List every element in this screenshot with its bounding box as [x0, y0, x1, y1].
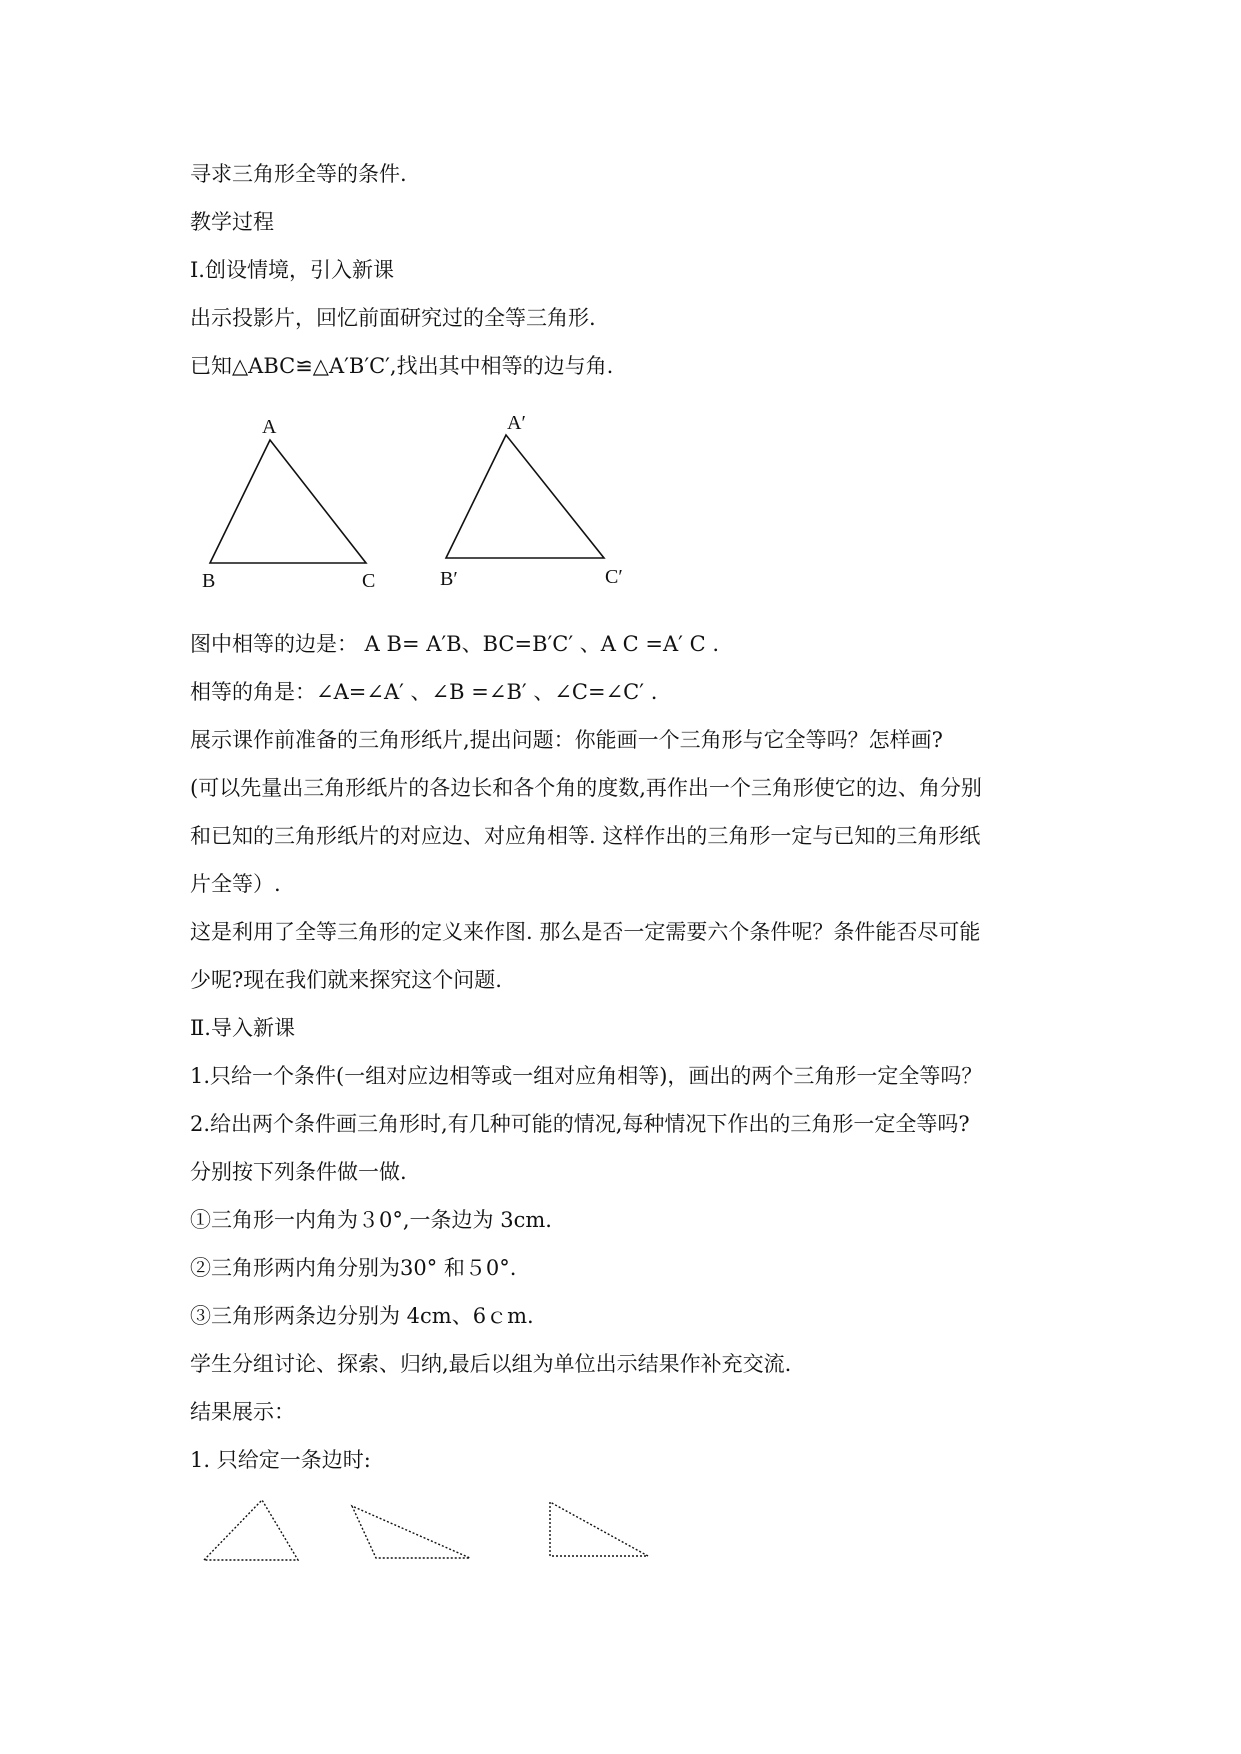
text-line-11: 片全等）. [190, 872, 281, 896]
text-line-16: 2.给出两个条件画三角形时,有几种可能的情况,每种情况下作出的三角形一定全等吗? [190, 1112, 970, 1136]
text-line-12: 这是利用了全等三角形的定义来作图. 那么是否一定需要六个条件呢？条件能否尽可能 [190, 920, 981, 944]
label-c: C [362, 570, 376, 592]
text-line-18: ①三角形一内角为３0°,一条边为 3cm. [190, 1208, 552, 1232]
label-c-prime: C′ [605, 566, 623, 588]
triangle-a-prime-b-prime-c-prime [446, 435, 604, 558]
text-line-7: 相等的角是：∠A=∠A′ 、∠B =∠B′ 、∠C=∠C′ . [190, 680, 658, 704]
section-heading-2: Ⅱ.导入新课 [190, 1016, 295, 1040]
text-line-10: 和已知的三角形纸片的对应边、对应角相等. 这样作出的三角形一定与已知的三角形纸 [190, 824, 981, 848]
label-b: B [202, 570, 216, 592]
text-line-1: 寻求三角形全等的条件. [190, 162, 407, 186]
text-line-22: 结果展示： [190, 1400, 295, 1424]
text-line-20: ③三角形两条边分别为 4cm、6ｃm. [190, 1304, 534, 1328]
label-b-prime: B′ [440, 568, 458, 590]
one-side-triangles-figure [190, 1490, 670, 1570]
dotted-triangle-2 [352, 1506, 470, 1558]
text-line-9: (可以先量出三角形纸片的各边长和各个角的度数,再作出一个三角形使它的边、角分别 [190, 776, 982, 800]
text-line-8: 展示课作前准备的三角形纸片,提出问题：你能画一个三角形与它全等吗？怎样画? [190, 728, 943, 752]
dotted-triangle-3 [550, 1502, 648, 1556]
text-line-15: 1.只给一个条件(一组对应边相等或一组对应角相等)，画出的两个三角形一定全等吗？ [190, 1064, 983, 1088]
label-a-prime: A′ [507, 412, 526, 434]
triangle-abc [210, 440, 366, 563]
text-line-13: 少呢?现在我们就来探究这个问题. [190, 968, 502, 992]
text-line-19: ②三角形两内角分别为30° 和５0°. [190, 1256, 517, 1280]
text-line-5: 已知△ABC≌△A′B′C′,找出其中相等的边与角. [190, 354, 614, 378]
text-line-4: 出示投影片，回忆前面研究过的全等三角形. [190, 306, 596, 330]
text-line-2: 教学过程 [190, 210, 274, 234]
text-line-6: 图中相等的边是： A B= A′B、BC=B′C′ 、A C =A′ C . [190, 632, 719, 656]
congruent-triangles-figure [190, 405, 650, 595]
text-line-17: 分别按下列条件做一做. [190, 1160, 407, 1184]
text-line-21: 学生分组讨论、探索、归纳,最后以组为单位出示结果作补充交流. [190, 1352, 792, 1376]
label-a: A [262, 416, 277, 438]
text-line-23: 1. 只给定一条边时: [190, 1448, 371, 1472]
section-heading-1: Ⅰ.创设情境，引入新课 [190, 258, 394, 282]
dotted-triangle-1 [204, 1500, 298, 1560]
